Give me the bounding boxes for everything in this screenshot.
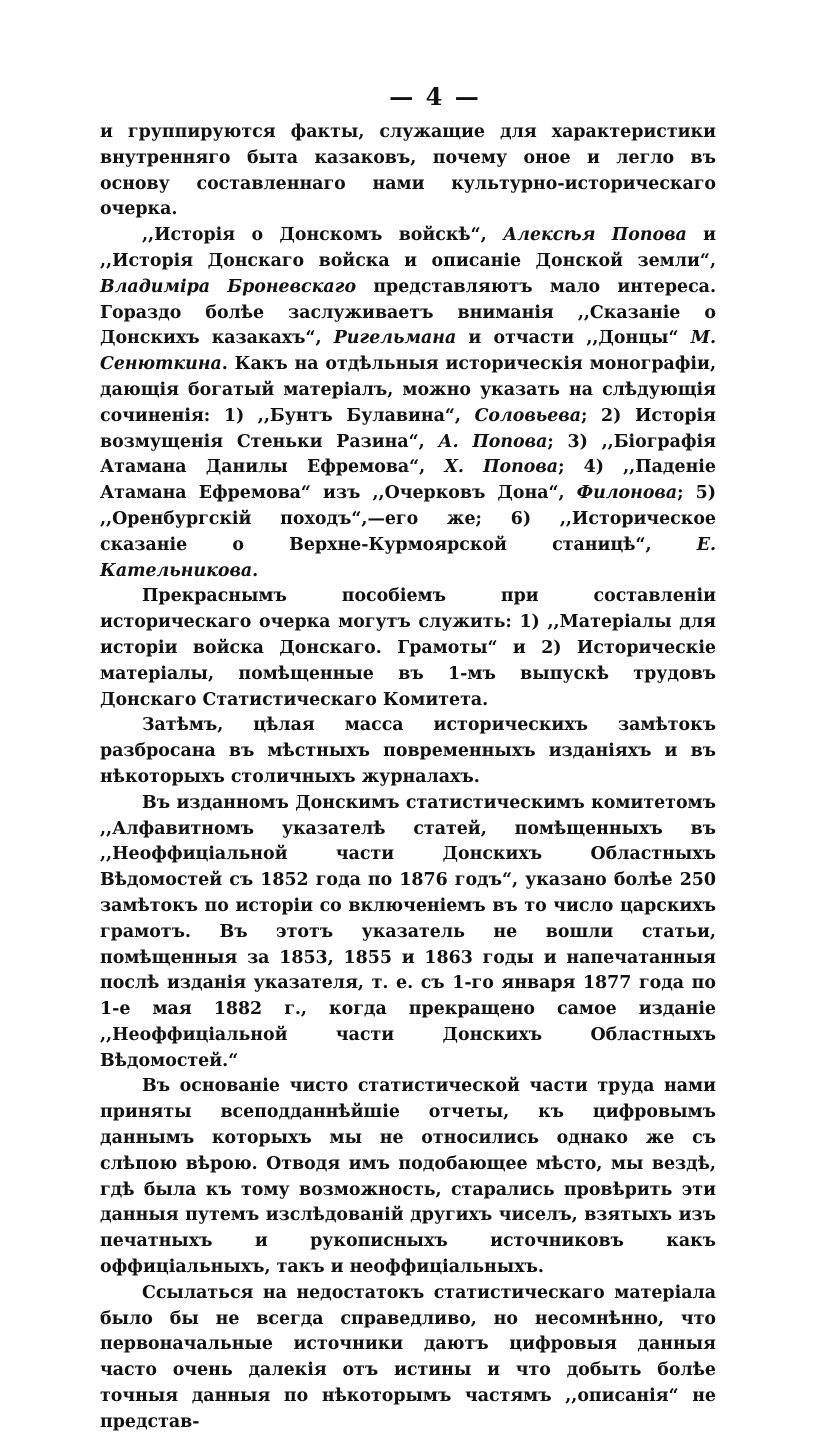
text-run: и ,,Исторія Донскаго войска и описаніе Донской земли“, [100,225,717,271]
author-name: Е. Кательникова [100,534,716,581]
author-name: Соловьева [474,405,581,426]
text-run: Затѣмъ, цѣлая масса историческихъ замѣтокъ разбросана въ мѣстныхъ повременныхъ изданіяхъ и въ нѣкоторыхъ столичныхъ журналахъ. [100,715,716,787]
text-run: ; 4) ,,Паденіе Атамана Ефремова“ изъ ,,Очерковъ Дона“, [100,457,716,504]
text-run: . [252,560,259,581]
paragraph [100,791,716,1075]
paragraph [100,223,716,584]
author-name: Филонова [576,483,678,504]
paragraph [100,713,716,790]
text-run: и отчасти ,,Донцы“ [456,328,691,349]
text-run: ; 5) ,,Оренбургскій походъ“,—его же; 6) ,,Историческое сказаніе о Верхне-Курмоярской станицѣ“, [100,483,716,555]
author-name: Ригельмана [333,328,457,349]
text-run: Въ изданномъ Донскимъ статистическимъ комитетомъ ,,Алфавитномъ указателѣ статей, помѣщенныхъ въ ,,Неоффиціальной части Донскихъ Областныхъ Вѣдомостей съ 1852 года по 1876 годъ“, указано болѣе 250 замѣтокъ по исторіи со включеніемъ въ то число царскихъ грамотъ. Въ этотъ указатель не вошли статьи, помѣщенныя за 1853, 1855 и 1863 годы и напечатанныя послѣ изданія указателя, т. е. съ 1-го января 1877 года по 1-е мая 1882 г., когда прекращено самое изданіе ,,Неоффиціальной части Донскихъ Областныхъ Вѣдомостей.“ [100,792,716,1071]
text-run: и группируются факты, служащие для характеристики внутренняго быта казаковъ, почему оное и легло въ основу составленнаго нами культурно-историческаго очерка. [100,122,716,220]
text-run: ; 3) ,,Біографія Атамана Данилы Ефремова“, [100,431,716,478]
paragraph [100,120,716,223]
text-run: ; 2) Исторія возмущенія Стеньки Разина“, [100,405,716,452]
paragraph [100,584,716,713]
text-run: . Какъ на отдѣльныя историческія монографіи, дающія богатый матеріалъ, можно указать на слѣдующія сочиненія: 1) ,,Бунтъ Булавина“, [100,354,716,426]
body-text [100,120,716,1436]
paragraph [100,1281,716,1436]
author-name: А. Попова [438,431,548,452]
author-name: Х. Попова [444,457,559,478]
paragraph [100,1074,716,1280]
text-run: представляютъ мало интереса. Гораздо болѣе заслуживаетъ вниманія ,,Сказаніе о Донскихъ казакахъ“, [100,276,716,349]
author-name: Владиміра Броневскаго [100,276,357,297]
author-name: Алексѣя Попова [503,225,687,246]
text-run: ,,Исторія о Донскомъ войскѣ“, [142,225,504,246]
text-run: Ссылаться на недостатокъ статистическаго матеріала было бы не всегда справедливо, но несомнѣнно, что первоначальные источники даютъ цифровыя данныя часто очень далекія отъ истины и что добыть болѣе точныя данныя по нѣкоторымъ частямъ ,,описанія“ не представ- [100,1282,716,1432]
page-number: — 4 — [389,82,481,111]
text-run: Прекраснымъ пособіемъ при составленіи историческаго очерка могутъ служить: 1) ,,Матеріалы для исторіи войска Донскаго. Грамоты“ и 2) Историческіе матеріалы, помѣщенные въ 1-мъ выпускѣ трудовъ Донскаго Статистическаго Комитета. [100,586,716,710]
author-name: М. Сенюткина [100,328,716,375]
text-run: Въ основаніе чисто статистической части труда нами приняты всеподданнѣйшіе отчеты, къ цифровымъ даннымъ которыхъ мы не относились однако же съ слѣпою вѣрою. Отводя имъ подобающее мѣсто, мы вездѣ, гдѣ была къ тому возможность, старались провѣрить эти данныя путемъ изслѣдованій другихъ чиселъ, взятыхъ изъ печатныхъ и рукописныхъ источниковъ какъ оффиціальныхъ, такъ и неоффиціальныхъ. [100,1076,716,1278]
